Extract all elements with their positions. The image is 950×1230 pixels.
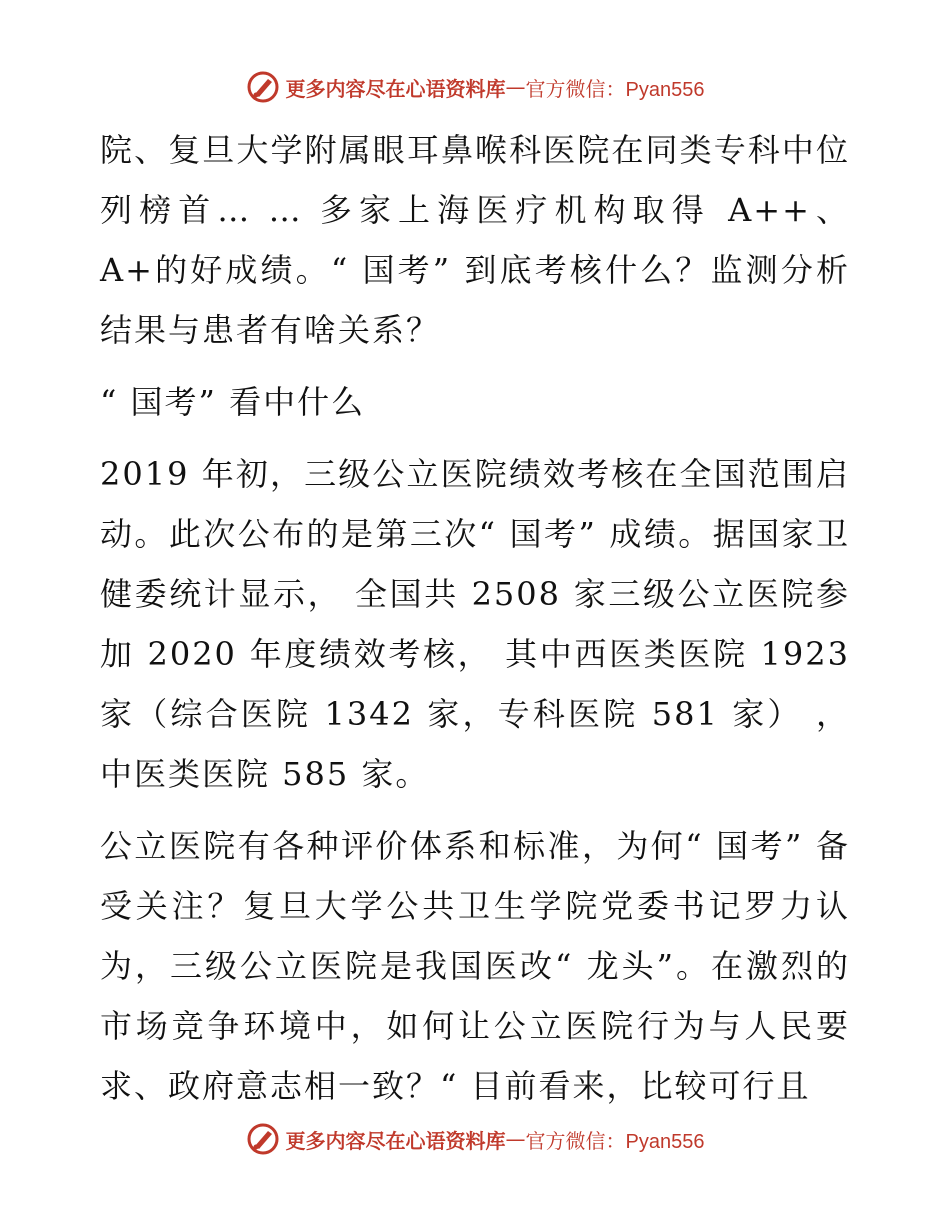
- watermark-separator: —: [505, 75, 526, 99]
- watermark-contact: 官方微信：Pyan556: [525, 78, 705, 101]
- paragraph: 院、复旦大学附属眼耳鼻喉科医院在同类专科中位列榜首… … 多家上海医疗机构取得 A++、A+的好成绩。“ 国考” 到底考核什么？监测分析结果与患者有啥关系？: [100, 131, 850, 349]
- document-body: [100, 120, 850, 1116]
- watermark-text: 更多内容尽在心语资料库: [285, 1128, 506, 1153]
- watermark-header: [0, 70, 950, 104]
- watermark-footer: [0, 1122, 950, 1156]
- logo-icon: [246, 70, 280, 104]
- watermark-text: 更多内容尽在心语资料库: [285, 76, 506, 101]
- section-heading: “ 国考” 看中什么: [100, 383, 366, 421]
- logo-icon: [246, 1122, 280, 1156]
- watermark-contact: 官方微信：Pyan556: [525, 1130, 705, 1153]
- paragraph: 2019 年初，三级公立医院绩效考核在全国范围启动。此次公布的是第三次“ 国考” 成绩。据国家卫健委统计显示， 全国共 2508 家三级公立医院参加 2020 年度绩效考核， 其中西医类医院 1923 家（综合医院 1342 家，专科医院 581 家） ，中医类医院 585 家。: [100, 455, 850, 793]
- watermark-separator: —: [505, 1127, 526, 1151]
- paragraph: 公立医院有各种评价体系和标准，为何“ 国考” 备受关注？复旦大学公共卫生学院党委书记罗力认为，三级公立医院是我国医改“ 龙头”。在激烈的市场竞争环境中，如何让公立医院行为与人民要求、政府意志相一致？“ 目前看来，比较可行且: [100, 827, 850, 1105]
